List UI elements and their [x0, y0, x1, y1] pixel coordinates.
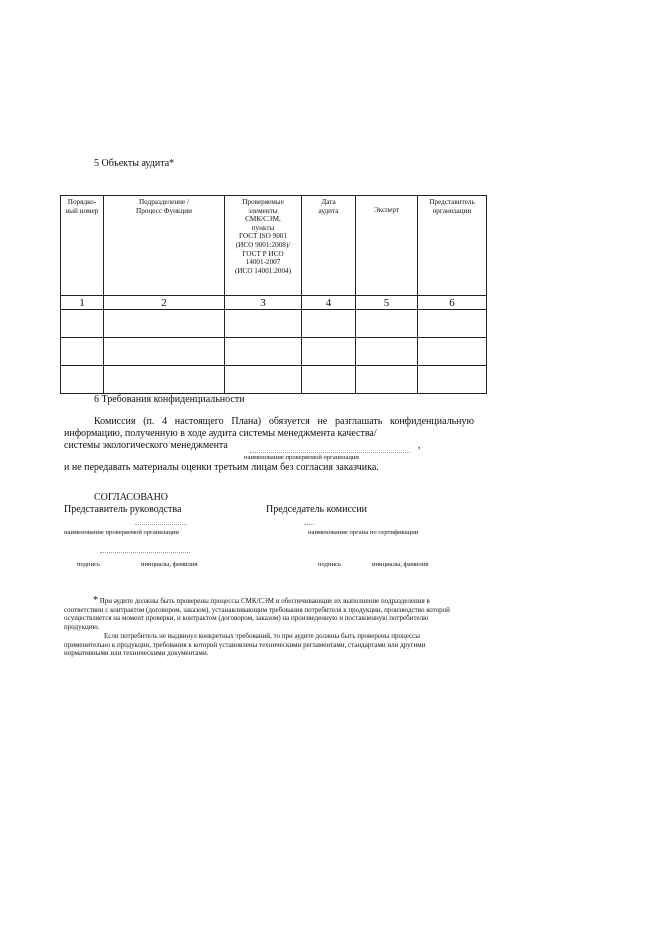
audited-org-caption: наименование проверяемой организации	[64, 529, 179, 536]
column-number: 3	[225, 296, 302, 310]
confidentiality-line-1: Комиссия (п. 4 настоящего Плана) обязуется не разглашать конфиденциальную	[94, 416, 474, 427]
section-5-title: 5 Объекты аудита*	[94, 158, 175, 169]
header-cell: Порядко- вый номер	[61, 196, 104, 296]
table-cell	[104, 366, 225, 394]
left-name-caption: инициалы, фамилия	[141, 561, 198, 568]
header-cell: Дата аудита	[302, 196, 356, 296]
table-cell	[61, 366, 104, 394]
table-cell	[302, 310, 356, 338]
right-signature-caption: подпись	[318, 561, 341, 568]
header-cell: Представитель организации	[418, 196, 487, 296]
confidentiality-line-3: системы экологического менеджмента	[64, 440, 228, 451]
certification-body-caption: наименование органа по сертификации	[308, 529, 419, 536]
table-cell	[356, 338, 418, 366]
table-number-row	[61, 296, 487, 310]
approval-heading: СОГЛАСОВАНО	[94, 492, 169, 503]
org-signature-fill-line	[135, 524, 187, 525]
table-header-row	[61, 196, 487, 296]
table-cell	[225, 366, 302, 394]
confidentiality-comma: ,	[418, 440, 421, 451]
table-row	[61, 366, 487, 394]
audit-objects-table	[60, 195, 487, 394]
table-cell	[356, 366, 418, 394]
organization-fill-line	[250, 452, 410, 453]
header-cell: Подразделение / Процесс Функции	[104, 196, 225, 296]
table-cell	[61, 338, 104, 366]
table-cell	[302, 338, 356, 366]
table-cell	[61, 310, 104, 338]
header-cell: Проверяемые элементы СМК/СЭМ, пункты ГОСТ ISO 9001 (ИСО 9001:2008)/ ГОСТ Р ИСО 14001-2007 (ИСО 14001:2004)	[225, 196, 302, 296]
table-cell	[418, 366, 487, 394]
table-cell	[225, 338, 302, 366]
header-cell: Эксперт	[356, 196, 418, 296]
table-cell	[225, 310, 302, 338]
table-row	[61, 338, 487, 366]
footnote-paragraph-2: Если потребитель не выдвинул конкретных требований, то при аудите должны быть проверены процессы применительно к продукции, требования к которой установлены техническими регламентами, стандартами или другими нормативными или техническими документами.	[64, 631, 426, 658]
footnote-asterisk: *	[93, 595, 98, 606]
table-row	[61, 310, 487, 338]
right-name-caption: инициалы, фамилия	[372, 561, 429, 568]
left-signature-fill-line	[100, 552, 190, 553]
section-6-title: 6 Требования конфиденциальности	[94, 394, 245, 405]
column-number: 6	[418, 296, 487, 310]
column-number: 2	[104, 296, 225, 310]
column-number: 4	[302, 296, 356, 310]
column-number: 5	[356, 296, 418, 310]
footnote-paragraph-1: * При аудите должны быть проверены процессы СМК/СЭМ и обеспечивающие их выполнение подразделения в соответствии с контрактом (договором, заказом), устанавливающим требования потребителя к продукции, производство которой осуществляется на момент проверки, и контрактом (договором, заказом) на произведенную и поставленную потребителю продукцию.	[64, 595, 450, 632]
column-number: 1	[61, 296, 104, 310]
table-cell	[302, 366, 356, 394]
confidentiality-line-2: информацию, полученную в ходе аудита системы менеджмента качества/	[64, 428, 377, 439]
table-cell	[418, 310, 487, 338]
organization-name-caption: наименование проверяемой организации	[244, 454, 359, 461]
table-cell	[104, 310, 225, 338]
table-cell	[356, 310, 418, 338]
management-representative-title: Представитель руководства	[64, 504, 182, 515]
left-signature-caption: подпись	[77, 561, 100, 568]
confidentiality-line-4: и не передавать материалы оценки третьим лицам без согласия заказчика.	[64, 462, 379, 473]
table-cell	[104, 338, 225, 366]
table-cell	[418, 338, 487, 366]
commission-chairman-title: Председатель комиссии	[266, 504, 368, 515]
footnote	[64, 597, 450, 658]
cert-body-fill-line	[304, 524, 314, 525]
